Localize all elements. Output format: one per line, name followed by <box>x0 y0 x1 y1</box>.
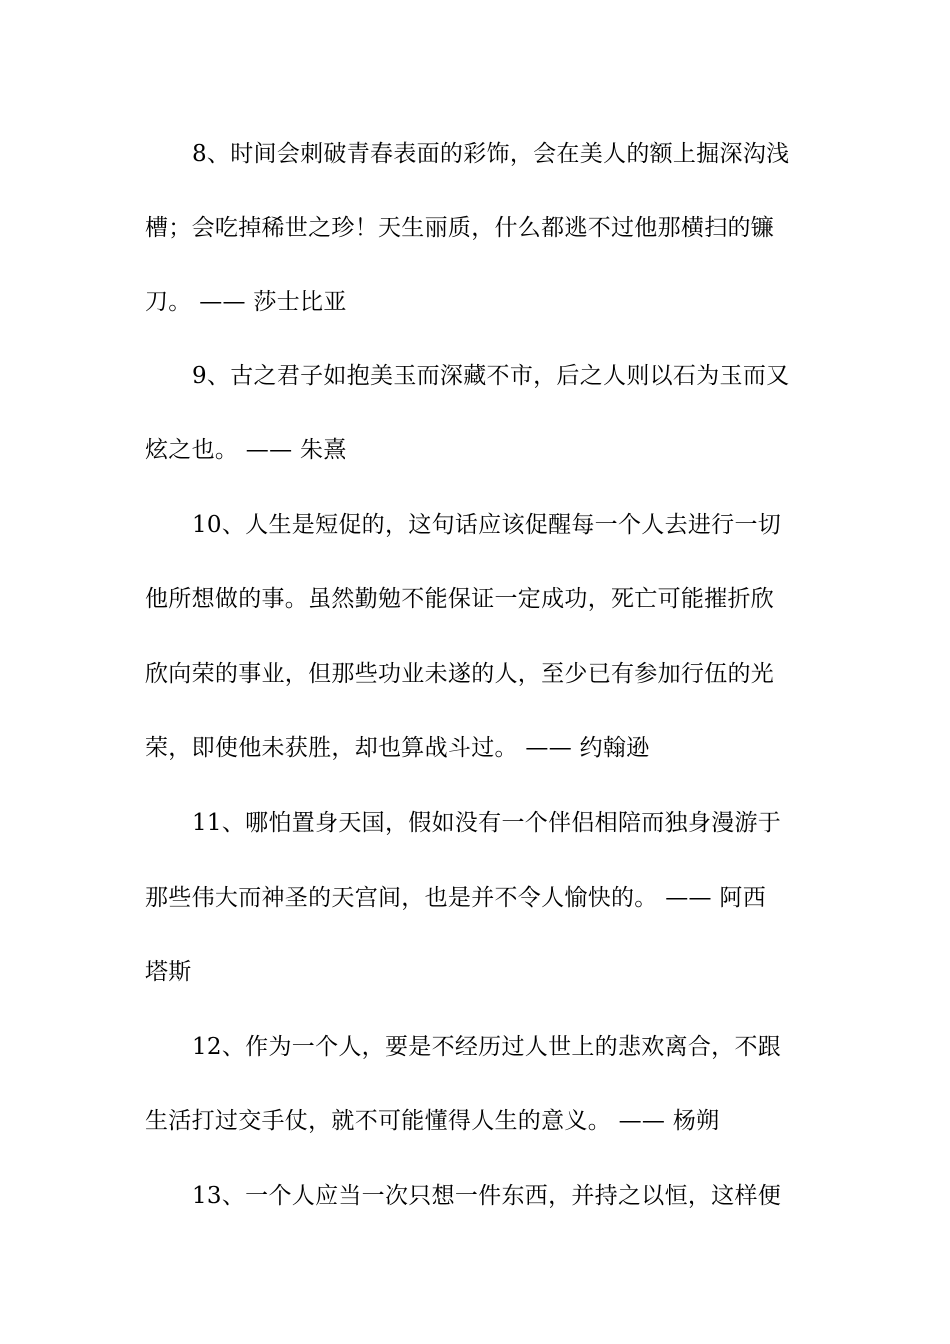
quote-10-line-2: 他所想做的事。虽然勤勉不能保证一定成功，死亡可能摧折欣 <box>145 586 775 612</box>
quote-9-line-2: 炫之也。 —— 朱熹 <box>145 437 347 463</box>
quote-10-line-1: 10、人生是短促的，这句话应该促醒每一个人去进行一切 <box>192 512 782 538</box>
quote-8-line-3: 刀。 —— 莎士比亚 <box>145 289 347 315</box>
quote-8-line-1: 8、时间会刺破青春表面的彩饰，会在美人的额上掘深沟浅 <box>192 141 790 167</box>
quote-11-line-1: 11、哪怕置身天国，假如没有一个伴侣相陪而独身漫游于 <box>192 810 782 836</box>
quote-11-line-2: 那些伟大而神圣的天宫间，也是并不令人愉快的。 —— 阿西 <box>145 885 767 911</box>
quote-8-line-2: 槽；会吃掉稀世之珍！天生丽质，什么都逃不过他那横扫的镰 <box>145 215 775 241</box>
quote-12-line-1: 12、作为一个人，要是不经历过人世上的悲欢离合，不跟 <box>192 1034 782 1060</box>
quote-13-line-1: 13、一个人应当一次只想一件东西，并持之以恒，这样便 <box>192 1183 782 1209</box>
quote-10-line-4: 荣，即使他未获胜，却也算战斗过。 —— 约翰逊 <box>145 735 650 761</box>
quote-9-line-1: 9、古之君子如抱美玉而深藏不市，后之人则以石为玉而又 <box>192 363 790 389</box>
quote-10-line-3: 欣向荣的事业，但那些功业未遂的人，至少已有参加行伍的光 <box>145 661 775 687</box>
quote-11-line-3: 塔斯 <box>145 959 192 985</box>
quote-12-line-2: 生活打过交手仗，就不可能懂得人生的意义。 —— 杨朔 <box>145 1108 720 1134</box>
